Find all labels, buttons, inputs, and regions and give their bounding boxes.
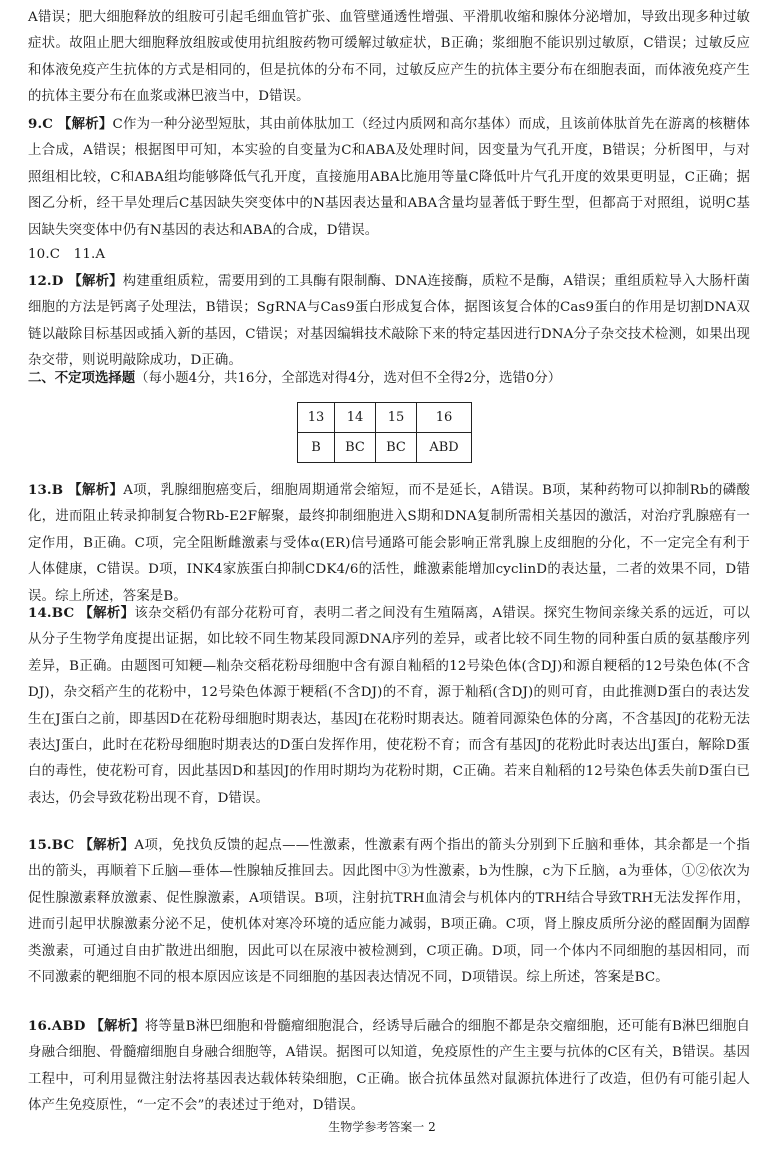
table-cell-answer: BC <box>376 433 417 463</box>
table-cell-number: 16 <box>417 403 472 433</box>
section-title: 二、不定项选择题 <box>28 370 136 386</box>
answer-table-answer-row <box>298 433 472 463</box>
paragraph-text: 将等量B淋巴细胞和骨髓瘤细胞混合，经诱导后融合的细胞不都是杂交瘤细胞，还可能有B淋巴细胞自身融合细胞、骨髓瘤细胞自身融合细胞等，A错误。据图可以知道，免疫原性的产生主要与抗体的C区有关，B错误。基因工程中，可利用显微注射法将基因表达载体转染细胞，C正确。嵌合抗体虽然对鼠源抗体进行了改造，但仍有可能引起人体产生免疫原性，“一定不会”的表述过于绝对，D错误。 <box>28 1019 750 1114</box>
paragraph-text: 构建重组质粒，需要用到的工具酶有限制酶、DNA连接酶，质粒不是酶，A错误；重组质粒导入大肠杆菌细胞的方法是钙离子处理法，B错误；SgRNA与Cas9蛋白形成复合体，据图该复合体的Cas9蛋白的作用是切割DNA双链以敲除目标基因或插入新的基因，C错误；对基因编辑技术敲除下来的特定基因进行DNA分子杂交技术检测，如果出现杂交带，则说明敲除成功，D正确。 <box>28 274 750 369</box>
table-cell-number: 13 <box>298 403 335 433</box>
paragraph-text: A项，免找负反馈的起点——性激素，性激素有两个指出的箭头分别到下丘脑和垂体，其余都是一个指出的箭头，再顺着下丘脑—垂体—性腺轴反推回去。因此图中③为性激素，b为性腺，c为下丘脑，a为垂体，①②依次为促性腺激素释放激素、促性腺激素，A项错误。B项，注射抗TRH血清会与机体内的TRH结合导致TRH无法发挥作用，进而引起甲状腺激素分泌不足，使机体对寒冷环境的适应能力减弱，B项正确。C项，肾上腺皮质所分泌的醛固酮为固醇类激素，可通过自由扩散进出细胞，因此可以在尿液中被检测到，C项正确。D项，同一个体内不同细胞的基因相同，而不同激素的靶细胞不同的根本原因应该是不同细胞的基因表达情况不同，D项错误。综上所述，答案是BC。 <box>28 838 750 986</box>
table-cell-answer: BC <box>335 433 376 463</box>
table-cell-number: 14 <box>335 403 376 433</box>
paragraph-q12 <box>28 268 750 375</box>
answer-table <box>297 402 472 463</box>
question-label: 15.BC 【解析】 <box>28 837 135 853</box>
question-label: 16.ABD 【解析】 <box>28 1018 145 1034</box>
paragraph-q9 <box>28 111 750 244</box>
paragraph-text: C作为一种分泌型短肽，其由前体肽加工（经过内质网和高尔基体）而成，且该前体肽首先在游离的核糖体上合成，A错误；根据图甲可知，本实验的自变量为C和ABA及处理时间，因变量为气孔开度，B错误；分析图甲，与对照组相比较，C和ABA组均能够降低气孔开度，直接施用ABA比施用等量C降低叶片气孔开度的效果更明显，C正确；据图乙分析，经干旱处理后C基因缺失突变体中的N基因表达量和ABA含量均显著低于野生型，但都高于对照组，说明C基因缺失突变体中仍有N基因的表达和ABA的合成，D错误。 <box>28 117 751 238</box>
paragraph-text: 该杂交稻仍有部分花粉可育，表明二者之间没有生殖隔离，A错误。探究生物间亲缘关系的远近，可以从分子生物学角度提出证据，如比较不同生物某段同源DNA序列的差异，或者比较不同生物的同种蛋白质的氨基酸序列差异，B正确。由题图可知粳—籼杂交稻花粉母细胞中含有源自籼稻的12号染色体(含DJ)和源自粳稻的12号染色体(不含DJ)，杂交稻产生的花粉中，12号染色体源于粳稻(不含DJ)的不育，源于籼稻(含DJ)的则可育，由此推测D蛋白的表达发生在J蛋白之前，即基因D在花粉母细胞时期表达，基因J在花粉时期表达。随着同源染色体的分离，不含基因J的花粉无法表达J蛋白，此时在花粉母细胞时期表达的D蛋白发挥作用，使花粉不育；而含有基因J的花粉此时表达出J蛋白，解除D蛋白的毒性，使花粉可育，因此基因D和基因J的作用时期均为花粉时期，C正确。若来自籼稻的12号染色体丢失前D蛋白已表达，仍会导致花粉出现不育，D错误。 <box>28 606 750 806</box>
table-cell-number: 15 <box>376 403 417 433</box>
paragraph-q10-11 <box>28 242 750 268</box>
paragraph-text: A错误；肥大细胞释放的组胺可引起毛细血管扩张、血管壁通透性增强、平滑肌收缩和腺体分泌增加，导致出现多种过敏症状。故阻止肥大细胞释放组胺或使用抗组胺药物可缓解过敏症状，B正确；浆细胞不能识别过敏原，C错误；过敏反应和体液免疫产生抗体的方式是相同的，但是抗体的分布不同，过敏反应产生的抗体主要分布在细胞表面，而体液免疫产生的抗体主要分布在血浆或淋巴液当中，D错误。 <box>28 10 750 105</box>
paragraph-text: 10.C 11.A <box>28 247 106 262</box>
question-label: 9.C 【解析】 <box>28 116 113 132</box>
question-label: 12.D 【解析】 <box>28 273 123 289</box>
question-label: 13.B 【解析】 <box>28 482 124 498</box>
section-note: （每小题4分，共16分，全部选对得4分，选对但不全得2分，选错0分） <box>135 371 562 386</box>
table-cell-answer: ABD <box>417 433 472 463</box>
answer-table-number-row <box>298 403 472 433</box>
paragraph-q16 <box>28 1013 750 1120</box>
page-footer: 生物学参考答案一 2 <box>328 1120 436 1134</box>
paragraph-q8-continued <box>28 5 750 111</box>
paragraph-text: A项，乳腺细胞癌变后，细胞周期通常会缩短，而不是延长，A错误。B项，某种药物可以抑制Rb的磷酸化，进而阻止转录抑制复合物Rb-E2F解聚，最终抑制细胞进入S期和DNA复制所需相关基因的激活，对治疗乳腺癌有一定作用，B正确。C项，完全阻断雌激素与受体α(ER)信号通路可能会影响正常乳腺上皮细胞的分化，不一定完全有利于人体健康，C错误。D项，INK4家族蛋白抑制CDK4/6的活性，雌激素能增加cyclinD的表达量，二者的效果不同，D错误。综上所述，答案是B。 <box>28 483 750 604</box>
table-cell-answer: B <box>298 433 335 463</box>
paragraph-q13 <box>28 477 750 610</box>
section-two-heading <box>28 365 750 392</box>
question-label: 14.BC 【解析】 <box>28 605 135 621</box>
paragraph-q15 <box>28 832 750 991</box>
paragraph-q14 <box>28 600 750 812</box>
